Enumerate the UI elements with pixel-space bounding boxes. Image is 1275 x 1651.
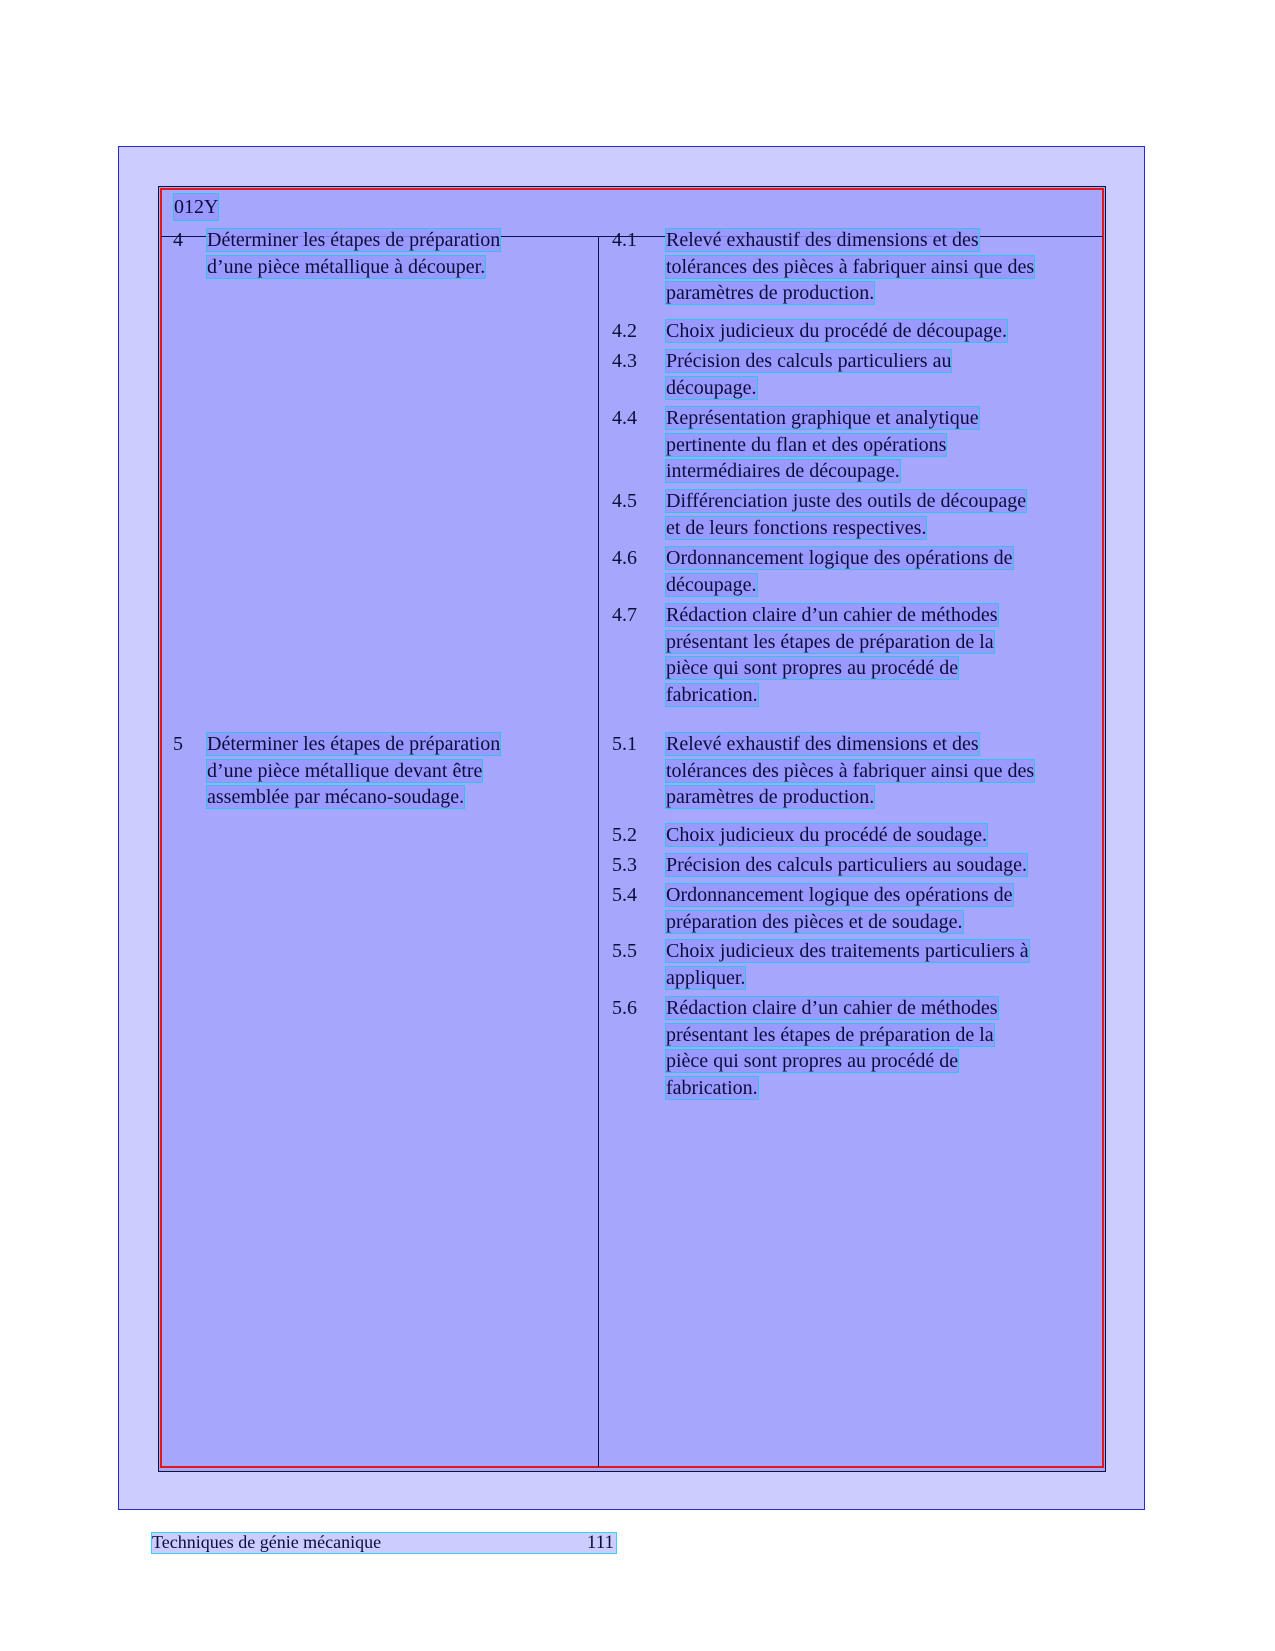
criterion-line: pièce qui sont propres au procédé de xyxy=(666,657,959,679)
criterion-line: Précision des calculs particuliers au soudage. xyxy=(666,854,1027,876)
competency-statement xyxy=(207,731,500,811)
competency-line: assemblée par mécano-soudage. xyxy=(207,786,465,808)
competency-line: d’une pièce métallique à découper. xyxy=(207,255,486,278)
criterion-line: Rédaction claire d’un cahier de méthodes xyxy=(666,604,998,626)
criterion-line: Choix judicieux du procédé de découpage. xyxy=(666,320,1007,342)
criterion-line: paramètres de production. xyxy=(666,786,875,808)
criterion-text xyxy=(666,227,1034,307)
criterion-line: appliquer. xyxy=(666,966,746,989)
competency-number: 5 xyxy=(173,733,183,755)
criterion-line: présentant les étapes de préparation de la xyxy=(666,1023,994,1046)
criterion-number: 5.2 xyxy=(612,824,637,846)
criterion-line: préparation des pièces et de soudage. xyxy=(666,910,963,933)
criterion-number: 5.1 xyxy=(612,733,637,755)
competency-code: 012Y xyxy=(174,196,219,218)
criterion-line: pièce qui sont propres au procédé de xyxy=(666,1050,959,1072)
criterion-text xyxy=(666,822,987,849)
criterion-text xyxy=(666,488,1026,541)
criterion-number: 4.6 xyxy=(612,547,637,569)
criterion-number: 5.6 xyxy=(612,997,637,1019)
criterion-number: 4.7 xyxy=(612,604,637,626)
criterion-line: Choix judicieux du procédé de soudage. xyxy=(666,824,988,846)
criterion-line: fabrication. xyxy=(666,1076,758,1099)
criterion-text xyxy=(666,938,1029,991)
criterion-text xyxy=(666,405,979,485)
criterion-number: 5.5 xyxy=(612,940,637,962)
criterion-line: découpage. xyxy=(666,573,757,596)
competency-line: Déterminer les étapes de préparation xyxy=(207,733,501,755)
criterion-text xyxy=(666,852,1027,879)
page-footer xyxy=(151,1532,617,1554)
criterion-line: Choix judicieux des traitements particuliers à xyxy=(666,940,1029,962)
criterion-line: Relevé exhaustif des dimensions et des xyxy=(666,733,979,755)
competency-line: Déterminer les étapes de préparation xyxy=(207,229,501,251)
criterion-line: Représentation graphique et analytique xyxy=(666,407,979,429)
criterion-number: 4.5 xyxy=(612,490,637,512)
criterion-line: et de leurs fonctions respectives. xyxy=(666,516,927,539)
criterion-text xyxy=(666,348,951,401)
criterion-line: tolérances des pièces à fabriquer ainsi que des xyxy=(666,759,1035,782)
criterion-text xyxy=(666,602,998,708)
criterion-line: Ordonnancement logique des opérations de xyxy=(666,884,1013,906)
criterion-line: fabrication. xyxy=(666,683,758,706)
page-number: 111 xyxy=(586,1532,614,1553)
competency-number: 4 xyxy=(173,229,183,251)
criterion-text xyxy=(666,318,1007,345)
criterion-line: pertinente du flan et des opérations xyxy=(666,433,947,456)
criterion-line: Précision des calculs particuliers au xyxy=(666,350,952,372)
criterion-number: 4.1 xyxy=(612,229,637,251)
criterion-text xyxy=(666,545,1013,598)
competency-statement xyxy=(207,227,500,280)
criterion-line: Différenciation juste des outils de découpage xyxy=(666,490,1027,512)
criterion-text xyxy=(666,882,1013,935)
criterion-text xyxy=(666,731,1034,811)
criterion-line: Relevé exhaustif des dimensions et des xyxy=(666,229,979,251)
criterion-line: intermédiaires de découpage. xyxy=(666,460,900,482)
criterion-line: découpage. xyxy=(666,376,757,399)
criterion-line: Ordonnancement logique des opérations de xyxy=(666,547,1013,569)
footer-title: Techniques de génie mécanique xyxy=(152,1532,382,1552)
criterion-line: tolérances des pièces à fabriquer ainsi que des xyxy=(666,255,1035,278)
competency-line: d’une pièce métallique devant être xyxy=(207,759,483,782)
criterion-number: 4.4 xyxy=(612,407,637,429)
criterion-line: Rédaction claire d’un cahier de méthodes xyxy=(666,997,998,1019)
criterion-number: 5.4 xyxy=(612,884,637,906)
criterion-number: 5.3 xyxy=(612,854,637,876)
criterion-text xyxy=(666,995,998,1101)
criterion-line: présentant les étapes de préparation de la xyxy=(666,630,994,653)
criterion-number: 4.3 xyxy=(612,350,637,372)
column-divider xyxy=(598,237,599,1467)
criterion-number: 4.2 xyxy=(612,320,637,342)
criterion-line: paramètres de production. xyxy=(666,282,875,304)
